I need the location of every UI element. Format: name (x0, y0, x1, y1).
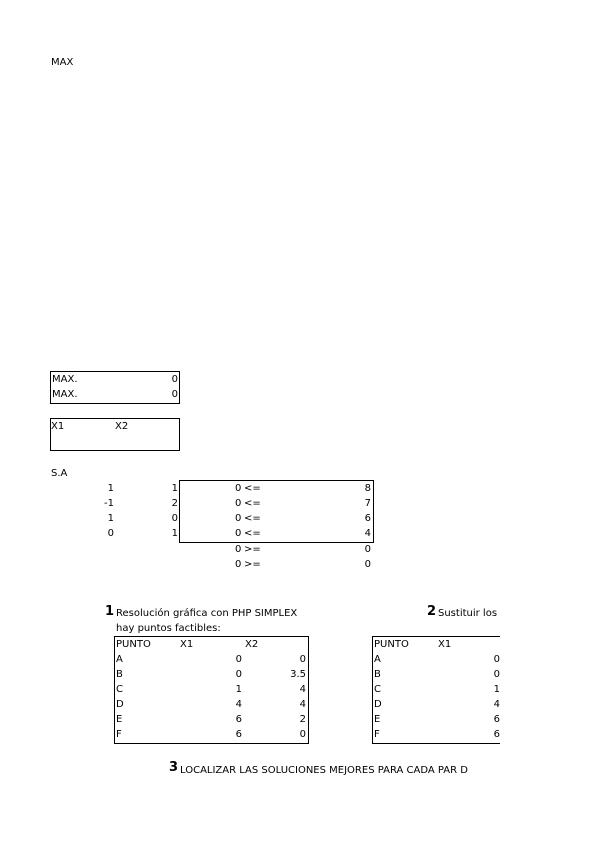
constraint-lhs: 0 (235, 483, 242, 494)
constraint-lhs: 0 (235, 498, 242, 509)
table2-x1: 0 (493, 654, 500, 665)
section2-clip (360, 600, 500, 750)
nonneg-operator: >= (244, 544, 261, 555)
table2-x1: 6 (493, 714, 500, 725)
objective-value-2: 0 (171, 389, 178, 400)
table1-header-x2: X2 (245, 639, 259, 650)
constraint-coef-a: 1 (107, 513, 114, 524)
constraint-operator: <= (244, 498, 261, 509)
constraint-operator: <= (244, 513, 261, 524)
table1-x1: 1 (235, 684, 242, 695)
table2-point: E (374, 714, 381, 725)
section1-title: Resolución gráfica con PHP SIMPLEX (116, 608, 298, 619)
constraint-coef-b: 1 (171, 528, 178, 539)
table1-x2: 0 (299, 729, 306, 740)
nonneg-lhs: 0 (235, 559, 242, 570)
table1-point: F (116, 729, 122, 740)
table1-point: E (116, 714, 123, 725)
constraint-coef-b: 1 (171, 483, 178, 494)
constraint-coef-b: 0 (171, 513, 178, 524)
section3-title: LOCALIZAR LAS SOLUCIONES MEJORES PARA CADA PAR D (180, 765, 468, 776)
section3-number: 3 (169, 760, 179, 775)
section2-number: 2 (427, 604, 437, 619)
constraint-lhs: 0 (235, 513, 242, 524)
constraint-lhs: 0 (235, 528, 242, 539)
table1-point: A (116, 654, 123, 665)
section2-title: Sustituir los (438, 608, 498, 619)
constraint-operator: <= (244, 528, 261, 539)
table2-point: A (374, 654, 381, 665)
table1-x1: 6 (235, 714, 242, 725)
table2-header-punto: PUNTO (374, 639, 409, 650)
table2-point: B (374, 669, 381, 680)
objective-label-1: MAX. (52, 374, 78, 385)
table2-x1: 6 (493, 729, 500, 740)
table1-point: C (116, 684, 123, 695)
section1-subtitle: hay puntos factibles: (116, 623, 221, 634)
constraint-coef-a: 1 (107, 483, 114, 494)
table1-point: D (116, 699, 124, 710)
table2-x1: 1 (493, 684, 500, 695)
constraint-coef-a: 0 (107, 528, 114, 539)
constraint-rhs: 6 (364, 513, 371, 524)
constraint-rhs: 4 (364, 528, 371, 539)
table1-header-x1: X1 (180, 639, 194, 650)
objective-label-2: MAX. (52, 389, 78, 400)
table1-x2: 2 (299, 714, 306, 725)
table1-x2: 3.5 (290, 669, 306, 680)
table2-x1: 0 (493, 669, 500, 680)
table1-x1: 0 (235, 654, 242, 665)
table2-header-x1: X1 (438, 639, 452, 650)
table1-x1: 4 (235, 699, 242, 710)
section3-clip (165, 760, 500, 782)
constraint-rhs: 7 (364, 498, 371, 509)
table1-x2: 4 (299, 699, 306, 710)
sa-label: S.A (51, 468, 68, 479)
table2-x1: 4 (493, 699, 500, 710)
table1-header-punto: PUNTO (116, 639, 151, 650)
table2-point: C (374, 684, 381, 695)
nonneg-rhs: 0 (364, 544, 371, 555)
table2-point: F (374, 729, 380, 740)
variable-x1-label: X1 (51, 421, 65, 432)
nonneg-rhs: 0 (364, 559, 371, 570)
objective-value-1: 0 (171, 374, 178, 385)
nonneg-lhs: 0 (235, 544, 242, 555)
section1-number: 1 (105, 604, 115, 619)
table1-x1: 0 (235, 669, 242, 680)
constraint-rhs: 8 (364, 483, 371, 494)
constraint-coef-b: 2 (171, 498, 178, 509)
constraint-coef-a: -1 (104, 498, 114, 509)
table1-point: B (116, 669, 123, 680)
table1-x1: 6 (235, 729, 242, 740)
table2-point: D (374, 699, 382, 710)
table1-x2: 4 (299, 684, 306, 695)
table1-x2: 0 (299, 654, 306, 665)
constraint-operator: <= (244, 483, 261, 494)
max-header-label: MAX (51, 57, 74, 68)
variable-x2-label: X2 (115, 421, 129, 432)
nonneg-operator: >= (244, 559, 261, 570)
